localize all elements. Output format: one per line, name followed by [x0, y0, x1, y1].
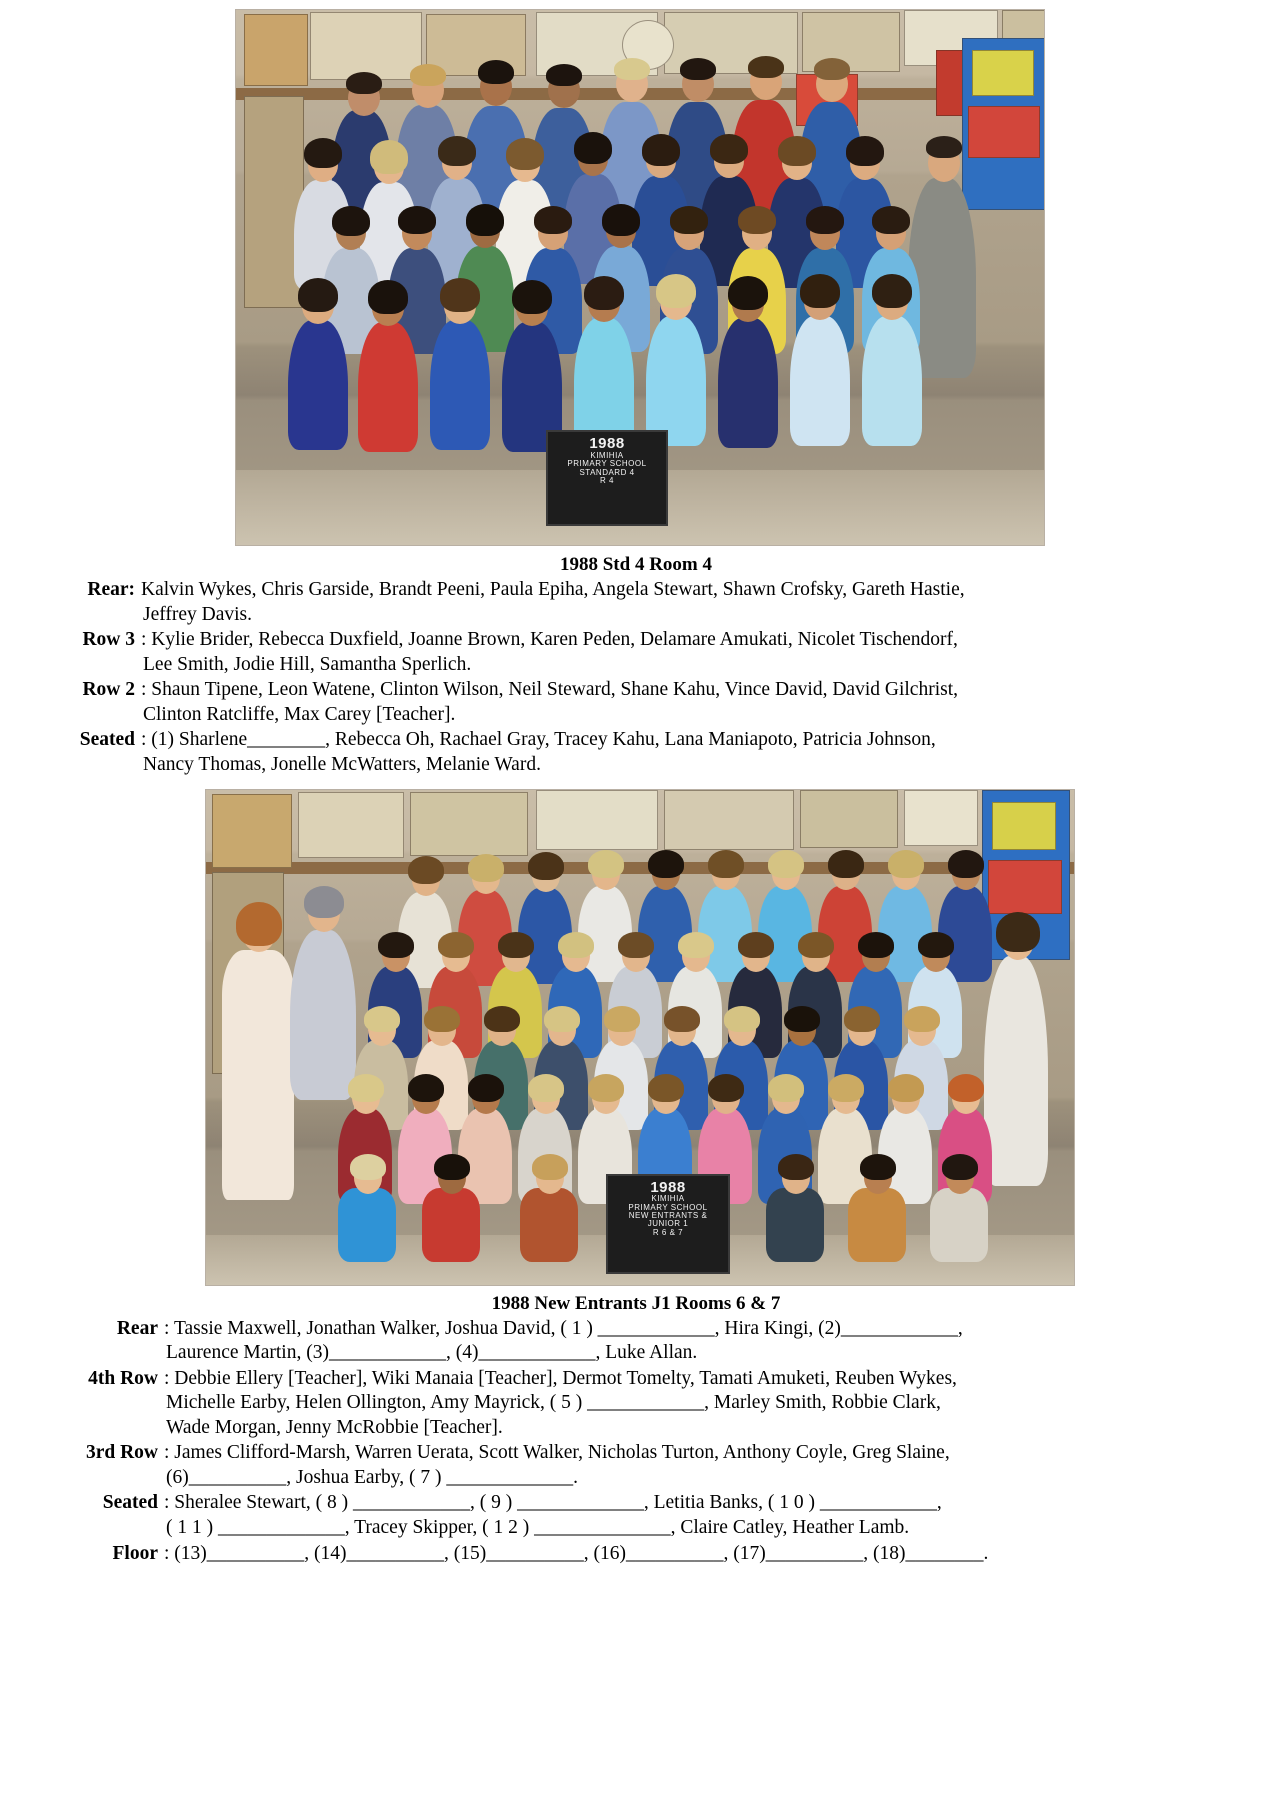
- student-hair: [408, 1074, 444, 1102]
- row-names: [141, 628, 1234, 677]
- student-hair: [588, 850, 624, 878]
- photo-1-title: 1988 Std 4 Room 4: [559, 554, 712, 575]
- student-hair: [364, 1006, 400, 1032]
- row-names-line: : Sheralee Stewart, ( 8 ) ____________, ( 9 ) _____________, Letitia Banks, ( 1 0 ) ____________,: [164, 1492, 942, 1514]
- photo-2-title: 1988 New Entrants J1 Rooms 6 & 7: [491, 1292, 781, 1314]
- student-hair: [888, 850, 924, 878]
- board-line-4: JUNIOR 1: [647, 1219, 689, 1229]
- student-hair: [350, 1154, 386, 1180]
- board-line-1: KIMIHIA: [590, 450, 624, 460]
- board-year: 1988: [589, 435, 625, 452]
- student-hair: [332, 206, 370, 236]
- row-label: 3rd Row: [85, 1442, 158, 1464]
- name-row: [40, 628, 1234, 677]
- student-hair: [614, 58, 650, 80]
- student-hair: [440, 278, 480, 312]
- row-label: 4th Row: [88, 1367, 158, 1389]
- board-line-1: KIMIHIA: [651, 1194, 685, 1204]
- board-line-2: PRIMARY SCHOOL: [567, 459, 647, 469]
- student-hair: [528, 852, 564, 880]
- student-figure: [862, 316, 922, 446]
- name-row: [40, 1491, 1234, 1540]
- student-hair: [768, 1074, 804, 1102]
- student-figure: [848, 1188, 906, 1262]
- photo-1-container: [0, 10, 1272, 545]
- row-names-line: : (13)__________, (14)__________, (15)__________, (16)__________, (17)__________, (18)________.: [164, 1542, 989, 1564]
- row-names: [164, 1542, 1234, 1567]
- photo-2-name-list: [40, 1317, 1234, 1567]
- photo-1-name-list: [40, 578, 1234, 778]
- row-names-line: Laurence Martin, (3)____________, (4)____________, Luke Allan.: [166, 1342, 698, 1364]
- row-names-line: (6)__________, Joshua Earby, ( 7 ) _____________.: [166, 1466, 578, 1488]
- student-hair: [748, 56, 784, 78]
- student-figure: [718, 318, 778, 448]
- student-hair: [408, 856, 444, 884]
- row-names-line: Wade Morgan, Jenny McRobbie [Teacher].: [166, 1416, 503, 1438]
- student-hair: [656, 274, 696, 308]
- student-hair: [708, 850, 744, 878]
- student-hair: [724, 1006, 760, 1032]
- wall-poster: [988, 860, 1062, 914]
- student-hair: [434, 1154, 470, 1180]
- wall-poster: [904, 790, 978, 846]
- student-hair: [604, 1006, 640, 1032]
- student-hair: [872, 274, 912, 308]
- teacher-figure: [290, 930, 356, 1100]
- student-hair: [846, 136, 884, 166]
- row-names-line: : Debbie Ellery [Teacher], Wiki Manaia [Teacher], Dermot Tomelty, Tamati Amuketi, Reuben Wykes,: [164, 1367, 957, 1389]
- board-line-3: STANDARD 4: [579, 467, 635, 477]
- wall-poster: [212, 794, 292, 868]
- student-hair: [602, 204, 640, 236]
- wall-poster: [664, 790, 794, 850]
- student-hair: [860, 1154, 896, 1180]
- row-names-line: Clinton Ratcliffe, Max Carey [Teacher].: [143, 703, 456, 725]
- student-figure: [930, 1188, 988, 1262]
- student-hair: [800, 274, 840, 308]
- student-hair: [574, 132, 612, 164]
- wall-poster: [992, 802, 1056, 850]
- student-hair: [484, 1006, 520, 1032]
- photo-2-container: [0, 790, 1272, 1285]
- row-label: Rear:: [87, 579, 135, 600]
- student-hair: [858, 932, 894, 958]
- row-names: [141, 678, 1234, 727]
- student-hair: [888, 1074, 924, 1102]
- student-figure: [520, 1188, 578, 1262]
- student-hair: [512, 280, 552, 314]
- row-names: [164, 1491, 1234, 1540]
- board-year: 1988: [650, 1178, 686, 1196]
- student-hair: [664, 1006, 700, 1032]
- wall-batten: [206, 862, 1074, 874]
- student-hair: [942, 1154, 978, 1180]
- name-row: [40, 678, 1234, 727]
- student-hair: [948, 1074, 984, 1102]
- student-hair: [828, 850, 864, 878]
- student-figure: [430, 320, 490, 450]
- row-names-line: Michelle Earby, Helen Ollington, Amy Mayrick, ( 5 ) ____________, Marley Smith, Robbie Clark,: [166, 1392, 941, 1414]
- student-hair: [708, 1074, 744, 1102]
- teacher-hair: [304, 886, 344, 918]
- student-hair: [648, 850, 684, 878]
- student-figure: [288, 320, 348, 450]
- row-names: [164, 1317, 1234, 1366]
- student-hair: [558, 932, 594, 958]
- student-hair: [670, 206, 708, 234]
- student-hair: [814, 58, 850, 80]
- student-hair: [346, 72, 382, 94]
- student-hair: [544, 1006, 580, 1032]
- row-names: [141, 728, 1234, 777]
- student-hair: [368, 280, 408, 314]
- wall-poster: [410, 792, 528, 856]
- row-names-line: ( 1 1 ) _____________, Tracey Skipper, ( 1 2 ) ______________, Claire Catley, Heather Lamb.: [166, 1517, 910, 1538]
- wall-poster: [968, 106, 1040, 158]
- student-hair: [784, 1006, 820, 1032]
- student-hair: [438, 932, 474, 958]
- student-hair: [588, 1074, 624, 1102]
- student-hair: [584, 276, 624, 310]
- wall-poster: [298, 792, 404, 858]
- student-hair: [948, 850, 984, 878]
- student-hair: [378, 932, 414, 958]
- student-hair: [506, 138, 544, 170]
- board-line-3: NEW ENTRANTS &: [628, 1211, 708, 1221]
- row-label: Seated: [79, 729, 135, 751]
- student-hair: [738, 932, 774, 958]
- student-hair: [678, 932, 714, 958]
- student-hair: [466, 204, 504, 236]
- row-names: [164, 1441, 1234, 1490]
- name-row: [40, 578, 1234, 627]
- student-hair: [648, 1074, 684, 1102]
- name-row: [40, 728, 1234, 777]
- student-hair: [438, 136, 476, 166]
- student-hair: [806, 206, 844, 234]
- student-figure: [422, 1188, 480, 1262]
- student-figure: [790, 316, 850, 446]
- student-figure: [574, 318, 634, 448]
- class-name-board: [606, 1174, 730, 1274]
- teacher-hair: [236, 902, 282, 946]
- student-hair: [468, 1074, 504, 1102]
- row-names: [141, 578, 1234, 627]
- name-row: [40, 1367, 1234, 1441]
- student-hair: [828, 1074, 864, 1102]
- student-hair: [710, 134, 748, 164]
- student-hair: [478, 60, 514, 84]
- teacher-hair: [996, 912, 1040, 952]
- row-label: Row 2: [82, 679, 135, 701]
- wall-poster: [244, 14, 308, 86]
- name-row: [40, 1441, 1234, 1490]
- row-names-line: Nancy Thomas, Jonelle McWatters, Melanie Ward.: [143, 753, 541, 775]
- student-hair: [546, 64, 582, 86]
- student-hair: [410, 64, 446, 86]
- student-hair: [680, 58, 716, 80]
- teacher-figure: [222, 950, 294, 1200]
- student-hair: [844, 1006, 880, 1032]
- row-names-line: Jeffrey Davis.: [143, 603, 253, 625]
- class-photo-new-entrants: [206, 790, 1074, 1285]
- student-hair: [778, 136, 816, 166]
- row-names-line: : Tassie Maxwell, Jonathan Walker, Joshua David, ( 1 ) ____________, Hira Kingi, (2)____________,: [164, 1317, 963, 1339]
- class-photo-std4: [236, 10, 1044, 545]
- student-hair: [618, 932, 654, 958]
- student-hair: [498, 932, 534, 958]
- student-hair: [298, 278, 338, 312]
- row-label: Row 3: [82, 629, 135, 651]
- row-names-line: Kalvin Wykes, Chris Garside, Brandt Peeni, Paula Epiha, Angela Stewart, Shawn Crofsky, Gareth Hastie,: [141, 579, 965, 600]
- student-hair: [738, 206, 776, 234]
- student-hair: [534, 206, 572, 234]
- teacher-hair: [926, 136, 962, 158]
- student-figure: [338, 1188, 396, 1262]
- teacher-figure: [984, 956, 1048, 1186]
- wall-poster: [310, 12, 422, 80]
- board-line-5: R 6 & 7: [652, 1227, 684, 1237]
- board-line-4: R 4: [600, 475, 614, 485]
- class-name-board: [546, 430, 668, 526]
- student-hair: [424, 1006, 460, 1032]
- wall-poster: [972, 50, 1034, 96]
- row-names: [164, 1367, 1234, 1441]
- row-label: Seated: [102, 1492, 158, 1514]
- student-hair: [370, 140, 408, 174]
- student-hair: [872, 206, 910, 234]
- student-hair: [778, 1154, 814, 1180]
- student-hair: [304, 138, 342, 168]
- student-hair: [904, 1006, 940, 1032]
- student-figure: [358, 322, 418, 452]
- student-hair: [398, 206, 436, 234]
- student-hair: [468, 854, 504, 882]
- row-label: Floor: [112, 1542, 158, 1564]
- row-names-line: : (1) Sharlene________, Rebecca Oh, Rachael Gray, Tracey Kahu, Lana Maniapoto, Patricia Johnson,: [141, 729, 936, 751]
- student-hair: [798, 932, 834, 958]
- row-label: Rear: [116, 1317, 158, 1339]
- student-figure: [766, 1188, 824, 1262]
- student-hair: [532, 1154, 568, 1180]
- student-hair: [348, 1074, 384, 1102]
- student-hair: [642, 134, 680, 166]
- row-names-line: : James Clifford-Marsh, Warren Uerata, Scott Walker, Nicholas Turton, Anthony Coyle, Greg Slaine,: [164, 1442, 950, 1464]
- name-row: [40, 1317, 1234, 1366]
- wall-poster: [536, 790, 658, 850]
- wall-poster: [800, 790, 898, 848]
- student-hair: [528, 1074, 564, 1102]
- board-line-2: PRIMARY SCHOOL: [628, 1202, 708, 1212]
- name-row: [40, 1542, 1234, 1567]
- row-names-line: Lee Smith, Jodie Hill, Samantha Sperlich.: [143, 653, 472, 675]
- row-names-line: : Shaun Tipene, Leon Watene, Clinton Wilson, Neil Steward, Shane Kahu, Vince David, David Gilchrist,: [141, 679, 958, 701]
- student-hair: [768, 850, 804, 878]
- student-hair: [728, 276, 768, 310]
- student-hair: [918, 932, 954, 958]
- student-figure: [646, 316, 706, 446]
- row-names-line: : Kylie Brider, Rebecca Duxfield, Joanne Brown, Karen Peden, Delamare Amukati, Nicolet Tischendorf,: [141, 629, 958, 651]
